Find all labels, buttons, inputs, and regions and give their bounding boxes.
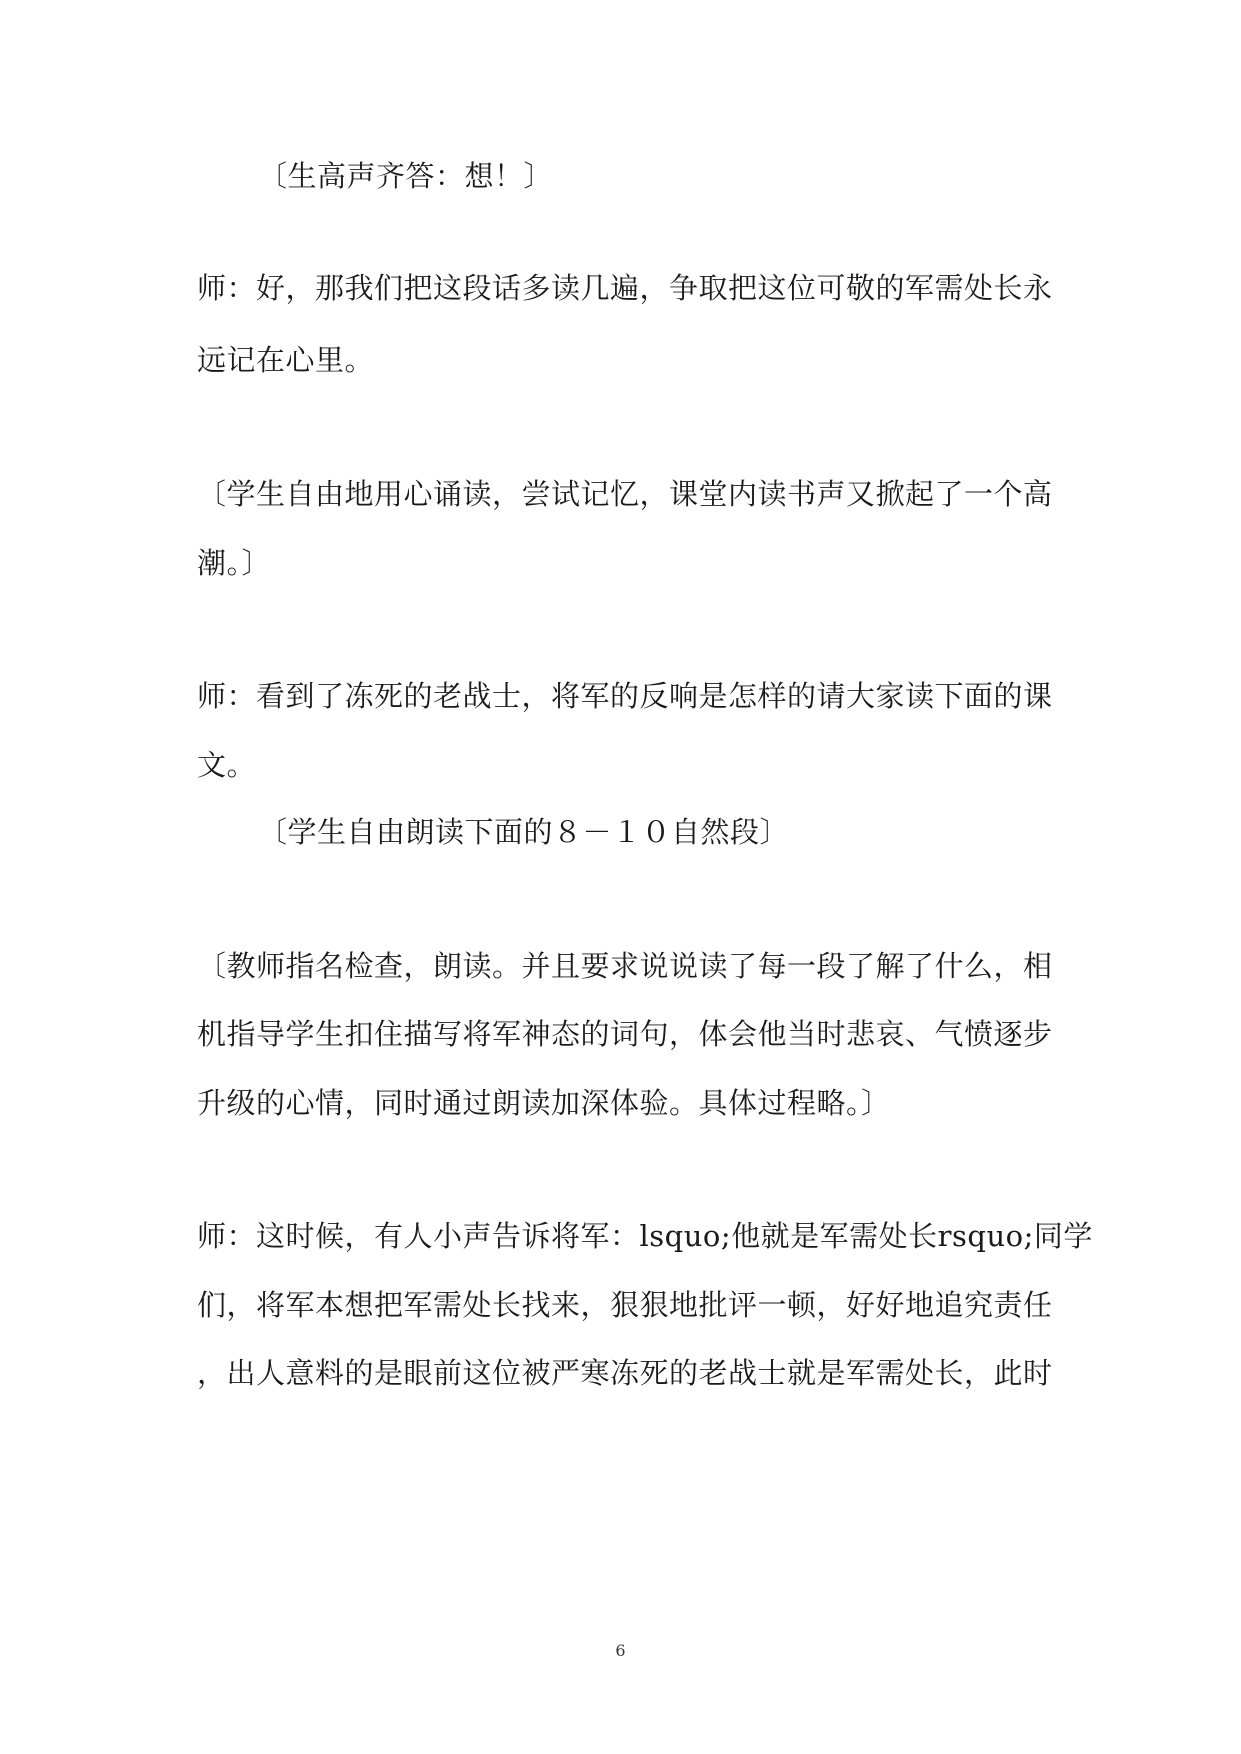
paragraph-4-line-1: 师：看到了冻死的老战士，将军的反响是怎样的请大家读下面的课 bbox=[197, 679, 1053, 713]
paragraph-7-line-3: ，出人意料的是眼前这位被严寒冻死的老战士就是军需处长，此时 bbox=[197, 1356, 1053, 1390]
paragraph-6-line-3: 升级的心情，同时通过朗读加深体验。具体过程略。〕 bbox=[197, 1086, 891, 1120]
page-number: 6 bbox=[615, 1641, 626, 1660]
paragraph-5-line-1: 〔学生自由朗读下面的８－１０自然段〕 bbox=[258, 815, 790, 849]
paragraph-4-line-2: 文。 bbox=[197, 748, 257, 782]
paragraph-2-line-1: 师：好，那我们把这段话多读几遍，争取把这位可敬的军需处长永 bbox=[197, 271, 1053, 305]
paragraph-7-line-1: 师：这时候，有人小声告诉将军：lsquo;他就是军需处长rsquo;同学 bbox=[197, 1219, 1093, 1253]
paragraph-3-line-1: 〔学生自由地用心诵读，尝试记忆，课堂内读书声又掀起了一个高 bbox=[197, 477, 1053, 511]
paragraph-6-line-2: 机指导学生扣住描写将军神态的词句，体会他当时悲哀、气愤逐步 bbox=[197, 1017, 1053, 1051]
paragraph-2-line-2: 远记在心里。 bbox=[197, 343, 375, 377]
paragraph-6-line-1: 〔教师指名检查，朗读。并且要求说说读了每一段了解了什么，相 bbox=[197, 949, 1053, 983]
paragraph-7-line-2: 们，将军本想把军需处长找来，狠狠地批评一顿，好好地追究责任 bbox=[197, 1288, 1053, 1322]
paragraph-3-line-2: 潮。〕 bbox=[197, 546, 272, 580]
paragraph-1-line-1: 〔生高声齐答：想！〕 bbox=[258, 159, 554, 193]
